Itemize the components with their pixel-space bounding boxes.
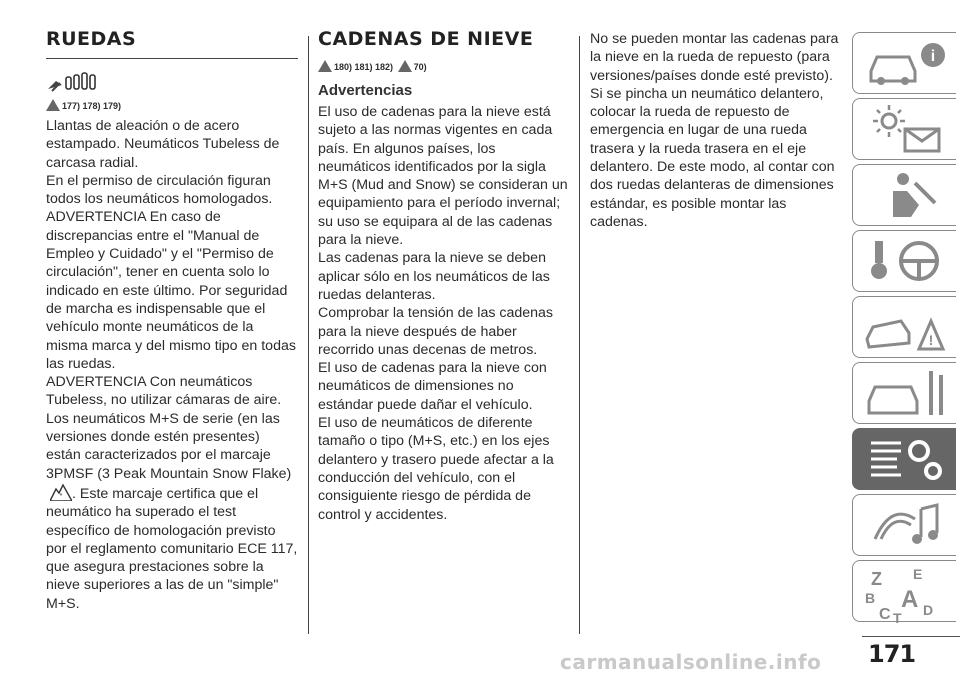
watermark: carmanualsonline.info — [560, 650, 822, 674]
tyre-icons — [46, 71, 298, 93]
paragraph: No se pueden montar las cadenas para la nieve en la rueda de repuesto (para versiones/países donde esté previsto). Si se pincha un neumático delantero, colocar la rueda de repuesto de emergencia en lugar de una rueda trasera y la rueda trasera en el eje delantero. De este modo, al contar con dos ruedas delanteras de dimensiones estándar, es posible montar las cadenas. — [590, 31, 839, 230]
warning-refs — [46, 99, 298, 111]
index-letter: E — [913, 566, 923, 582]
index-letter: B — [865, 590, 876, 606]
tab-emergency[interactable] — [852, 296, 956, 358]
alphabetical-index-icon — [861, 565, 951, 625]
warning-lights-mail-icon — [861, 103, 951, 157]
column-cadenas — [318, 28, 568, 524]
tab-warning-lights[interactable] — [852, 98, 956, 160]
column-continuation — [590, 30, 846, 231]
tab-starting-driving[interactable] — [852, 230, 956, 292]
tab-safety[interactable] — [852, 164, 956, 226]
column-ruedas — [46, 28, 298, 613]
section-heading-cadenas: CADENAS DE NIEVE — [318, 28, 534, 50]
index-letter: D — [923, 602, 934, 618]
paragraph: En el permiso de circulación figuran todos los neumáticos homologados. — [46, 172, 273, 208]
index-letter: Z — [871, 569, 882, 589]
car-service-tools-icon — [861, 367, 951, 421]
svg-text:i: i — [930, 48, 936, 65]
mountain-snowflake-icon — [50, 483, 72, 501]
column-divider-2 — [579, 36, 580, 634]
tab-maintenance[interactable] — [852, 362, 956, 424]
index-letter: T — [893, 610, 902, 625]
subheading-advertencias: Advertencias — [318, 82, 413, 99]
warning-triangle-icon — [318, 60, 332, 72]
paragraph-after-icon: . Este marcaje certifica que el neumático ha superado el test específico de homologación previsto por el reglamento comunitario ECE 117, que asegura prestaciones sobre la nieve superiores a las de un "simple" M+S. — [46, 485, 298, 612]
svg-text:*: * — [59, 492, 63, 500]
section-heading-ruedas: RUEDAS — [46, 28, 137, 50]
car-info-icon — [861, 37, 951, 91]
index-letter: A — [901, 586, 919, 613]
specs-gears-icon — [861, 433, 951, 487]
car-hazard-icon — [861, 301, 951, 355]
column-divider-1 — [308, 36, 309, 634]
paragraph: El uso de neumáticos de diferente tamaño o tipo (M+S, etc.) en los ejes delantero y trasero puede afectar a la conducción del vehículo, con el consiguiente riesgo de pérdida de control y accidentes. — [318, 415, 554, 523]
paragraph: Comprobar la tensión de las cadenas para la nieve después de haber recorrido unas decenas de metros. — [318, 305, 554, 358]
page-number-rule — [862, 636, 960, 637]
paragraph: Llantas de aleación o de acero estampado. Neumáticos Tubeless de carcasa radial. — [46, 118, 280, 171]
tab-car-info[interactable] — [852, 32, 956, 94]
paragraph-3pmsf: Los neumáticos M+S de serie (en las versiones donde estén presentes) están caracterizados por el marcaje 3PMSF (3 Peak Mountain Snow Flake) — [46, 410, 292, 482]
paragraph: ADVERTENCIA Con neumáticos Tubeless, no utilizar cámaras de aire. — [46, 374, 282, 409]
warning-refs-text: 177) 178) 179) — [62, 101, 122, 111]
paragraph: El uso de cadenas para la nieve está sujeto a las normas vigentes en cada país. En algunos países, los neumáticos identificados por la sigla M+S (Mud and Snow) se consideran un equipamiento para el período invernal; su uso se equipara al de las cadenas para la nieve. — [318, 104, 568, 249]
paragraph: ADVERTENCIA En caso de discrepancias entre el "Manual de Empleo y Cuidado" y el "Permiso de circulación", tener en cuenta solo lo indicado en este último. Por seguridad de marcha es indispensable que el vehículo monte neumáticos de la misma marca y del mismo tipo en todas las ruedas. — [46, 209, 296, 372]
svg-text:!: ! — [928, 332, 934, 348]
page-number: 171 — [868, 640, 916, 668]
paragraph — [46, 410, 298, 613]
paragraph: Las cadenas para la nieve se deben aplicar sólo en los neumáticos de las ruedas delanteras. — [318, 250, 550, 303]
tab-multimedia[interactable] — [852, 494, 956, 556]
caution-triangle-icon — [398, 60, 412, 72]
seat-airbag-icon — [861, 169, 951, 223]
warning-refs-text: 180) 181) 182) — [334, 62, 394, 72]
warning-refs — [318, 60, 568, 72]
warning-triangle-icon — [46, 99, 60, 111]
tyre-pressure-icon — [46, 71, 106, 93]
key-steering-wheel-icon — [861, 235, 951, 289]
heading-rule — [46, 58, 298, 59]
paragraph: El uso de cadenas para la nieve con neumáticos de dimensiones no estándar puede dañar el vehículo. — [318, 360, 547, 413]
tab-alphabetical-index[interactable] — [852, 560, 956, 625]
index-letter: C — [879, 606, 891, 623]
tab-technical-data[interactable] — [852, 428, 956, 490]
multimedia-icon — [861, 499, 951, 553]
caution-refs-text: 70) — [413, 62, 427, 72]
